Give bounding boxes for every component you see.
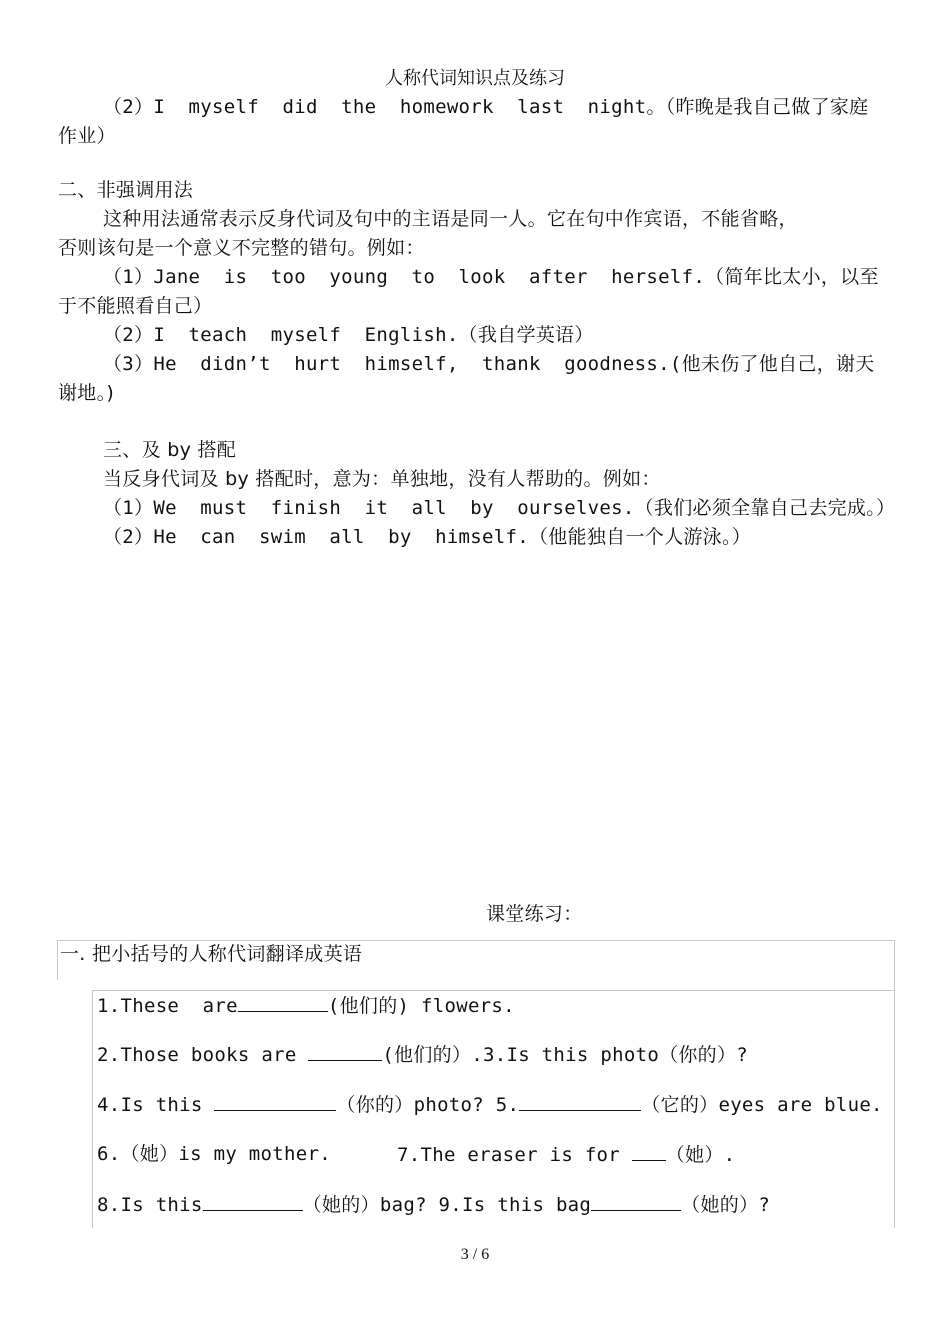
description-line: 当反身代词及 by 搭配时，意为：单独地，没有人帮助的。例如：: [103, 468, 661, 490]
question-text: 7.The eraser is for: [397, 1144, 632, 1166]
question-text: 4.Is this: [97, 1094, 215, 1116]
answer-blank[interactable]: [203, 1192, 303, 1211]
question-8-9: [97, 1192, 770, 1217]
answer-blank[interactable]: [591, 1192, 681, 1211]
question-6: 6.（她）is my mother.: [97, 1143, 331, 1165]
question-text: (他们的) flowers.: [327, 995, 515, 1017]
example-line: （2）I myself did the homework last night。（昨晚是我自己做了家庭: [103, 96, 869, 118]
answer-blank[interactable]: [519, 1092, 641, 1111]
example-line: 于不能照看自己）: [58, 295, 213, 317]
question-7: [397, 1142, 735, 1167]
page-title: 人称代词知识点及练习: [385, 68, 565, 89]
exercise-part-heading: 一. 把小括号的人称代词翻译成英语: [60, 943, 363, 965]
question-1: [97, 993, 515, 1018]
answer-blank[interactable]: [632, 1142, 666, 1161]
box-border: [57, 940, 895, 941]
description-line: 这种用法通常表示反身代词及句中的主语是同一人。它在句中作宾语，不能省略，: [103, 208, 798, 230]
example-line: （2）He can swim all by himself.（他能独自一个人游泳。）: [103, 526, 752, 548]
question-text: （你的）photo? 5.: [336, 1094, 520, 1116]
box-border: [92, 990, 93, 1228]
example-line: 作业）: [58, 125, 116, 147]
box-border: [57, 940, 58, 980]
example-line: （3）He didn’t hurt himself, thank goodness.(他未伤了他自己，谢天: [103, 353, 875, 375]
section-heading: 二、非强调用法: [58, 179, 194, 201]
answer-blank[interactable]: [238, 993, 328, 1012]
question-text: （她）.: [665, 1144, 736, 1166]
box-border: [92, 990, 895, 991]
question-text: (他们的）.3.Is this photo（你的）?: [382, 1044, 749, 1066]
question-text: （她的）?: [681, 1194, 771, 1216]
example-line: （2）I teach myself English.（我自学英语）: [103, 324, 594, 346]
answer-blank[interactable]: [308, 1042, 382, 1061]
page-number: 3 / 6: [460, 1246, 490, 1263]
example-line: （1）Jane is too young to look after herself.（简年比太小，以至: [103, 266, 879, 288]
exercise-title: 课堂练习：: [486, 903, 583, 925]
question-4-5: [97, 1092, 883, 1117]
question-text: 2.Those books are: [97, 1044, 309, 1066]
question-text: 8.Is this: [97, 1194, 203, 1216]
question-text: （她的）bag? 9.Is this bag: [302, 1194, 592, 1216]
box-border: [894, 940, 895, 1228]
answer-blank[interactable]: [214, 1092, 336, 1111]
section-heading: 三、及 by 搭配: [103, 439, 237, 461]
example-line: 谢地。): [58, 382, 115, 404]
example-line: （1）We must finish it all by ourselves.（我们必须全靠自己去完成。）: [103, 497, 896, 519]
question-text: 1.These are: [97, 995, 238, 1017]
description-line: 否则该句是一个意义不完整的错句。例如：: [58, 237, 425, 259]
question-text: （它的）eyes are blue.: [641, 1094, 883, 1116]
question-2-3: [97, 1042, 748, 1067]
